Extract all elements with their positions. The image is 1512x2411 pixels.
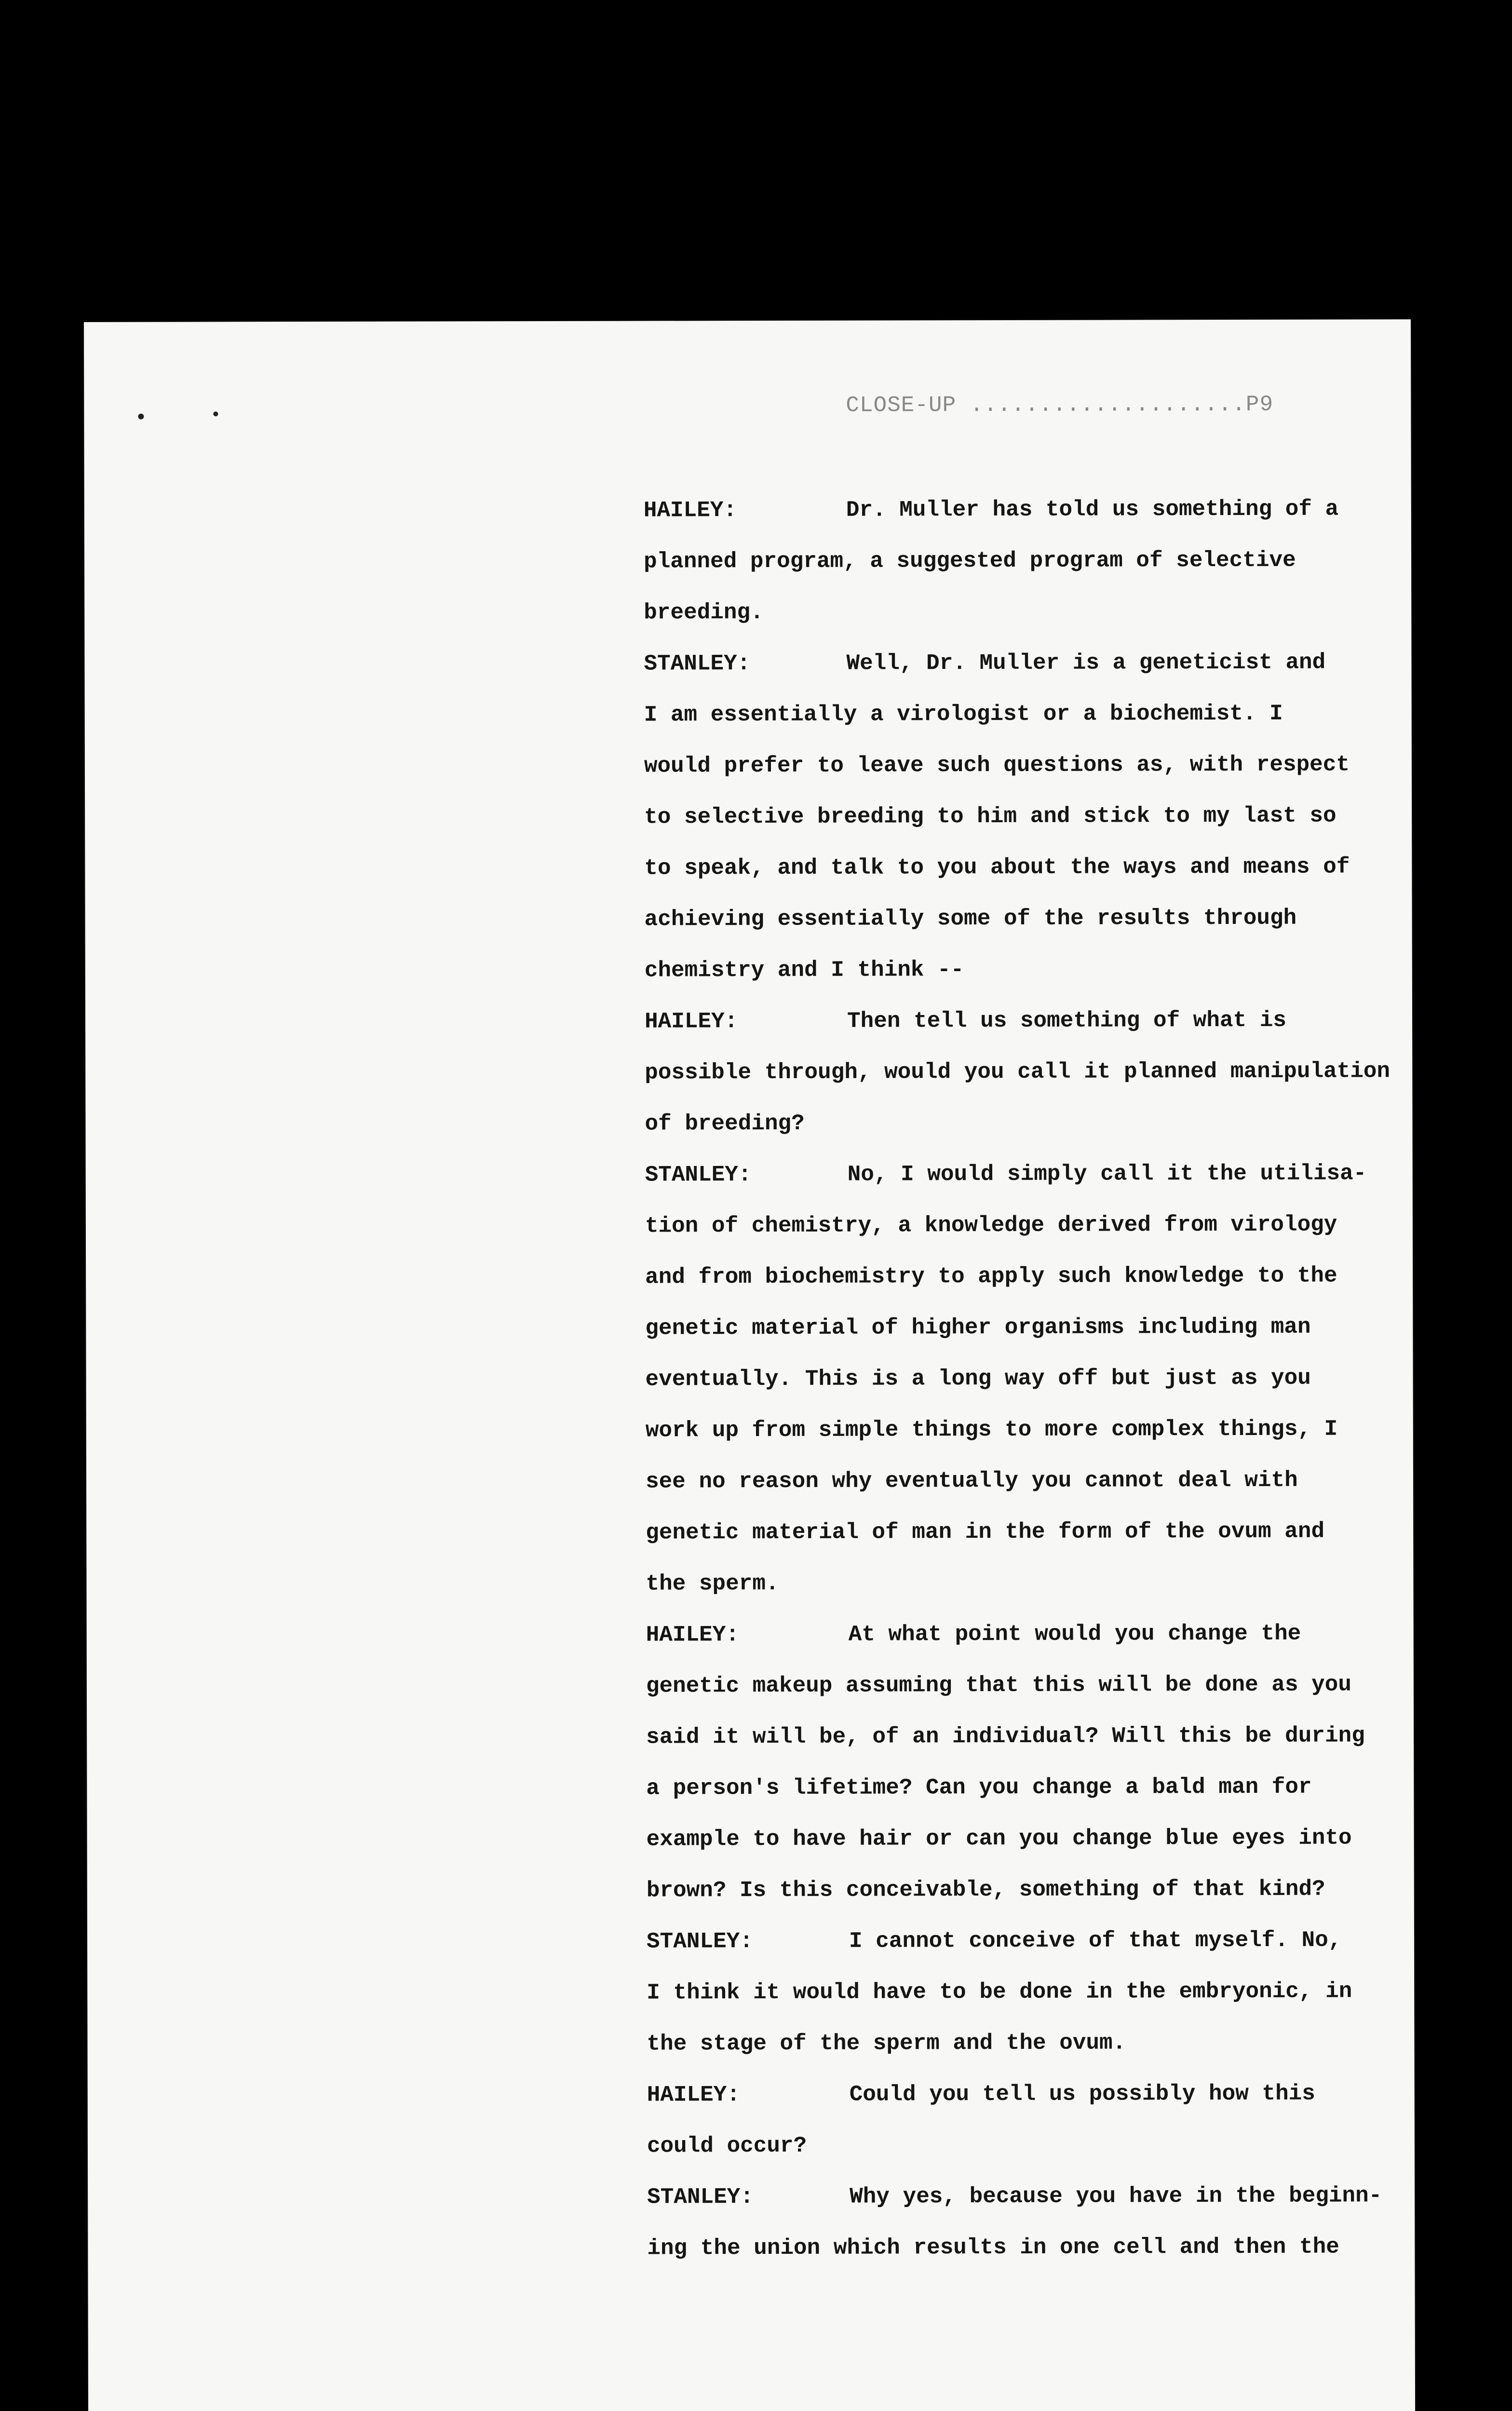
speech-line: Why yes, because you have in the beginn- bbox=[850, 2183, 1382, 2209]
transcript-body bbox=[643, 483, 1390, 2274]
margin-mark bbox=[213, 411, 218, 416]
speaker-label: HAILEY: bbox=[643, 498, 737, 523]
speech-line: eventually. This is a long way off but just as you bbox=[645, 1365, 1311, 1392]
speaker-label: HAILEY: bbox=[646, 1622, 739, 1648]
speech-line: Then tell us something of what is bbox=[847, 1007, 1287, 1034]
speaker-label: HAILEY: bbox=[647, 2082, 740, 2108]
speech-line: the stage of the sperm and the ovum. bbox=[647, 2030, 1126, 2057]
speech-line: tion of chemistry, a knowledge derived from virology bbox=[645, 1212, 1337, 1239]
speech-line: I think it would have to be done in the embryonic, in bbox=[647, 1978, 1352, 2005]
speech-line: I am essentially a virologist or a biochemist. I bbox=[644, 701, 1283, 728]
speech-block bbox=[644, 483, 1377, 638]
speech-line: said it will be, of an individual? Will this be during bbox=[646, 1723, 1365, 1750]
speaker-label: STANLEY: bbox=[644, 651, 751, 677]
speech-line: the sperm. bbox=[646, 1571, 779, 1597]
speaker-label: STANLEY: bbox=[646, 1929, 753, 1954]
speech-line: At what point would you change the bbox=[848, 1621, 1301, 1647]
page-header: CLOSE-UP ....................P9 bbox=[846, 392, 1274, 418]
speech-block bbox=[646, 1608, 1379, 1916]
speech-block bbox=[644, 637, 1377, 996]
speaker-label: STANLEY: bbox=[645, 1162, 752, 1188]
speech-line: work up from simple things to more complex things, I bbox=[645, 1416, 1338, 1443]
speech-line: of breeding? bbox=[645, 1111, 805, 1137]
speech-line: genetic makeup assuming that this will be done as you bbox=[646, 1672, 1352, 1699]
speech-line: achieving essentially some of the results through bbox=[644, 905, 1297, 932]
speech-line: possible through, would you call it planned manipulation bbox=[645, 1058, 1390, 1085]
speech-line: I cannot conceive of that myself. No, bbox=[849, 1927, 1342, 1954]
speech-line: to selective breeding to him and stick to my last so bbox=[644, 803, 1336, 830]
speech-line: and from biochemistry to apply such knowledge to the bbox=[645, 1263, 1337, 1290]
speech-line: Dr. Muller has told us something of a bbox=[846, 496, 1339, 523]
speech-line: breeding. bbox=[644, 600, 764, 625]
speaker-label: HAILEY: bbox=[644, 1009, 738, 1034]
speech-line: Could you tell us possibly how this bbox=[849, 2081, 1315, 2107]
speech-line: example to have hair or can you change blue eyes into bbox=[646, 1825, 1352, 1852]
speaker-label: STANLEY: bbox=[647, 2184, 754, 2210]
speech-line: a person's lifetime? Can you change a bald man for bbox=[646, 1774, 1312, 1801]
speech-block bbox=[647, 1914, 1380, 2069]
speech-block bbox=[647, 2068, 1380, 2171]
speech-line: would prefer to leave such questions as, with respect bbox=[644, 752, 1350, 779]
document-page bbox=[84, 319, 1415, 2411]
speech-block bbox=[647, 2170, 1380, 2274]
speech-line: genetic material of man in the form of the ovum and bbox=[646, 1518, 1325, 1545]
speech-block bbox=[645, 1148, 1379, 1609]
speech-line: could occur? bbox=[647, 2133, 807, 2159]
speech-line: ing the union which results in one cell and then the bbox=[647, 2234, 1339, 2261]
speech-block bbox=[644, 994, 1390, 1149]
speech-line: to speak, and talk to you about the ways and means of bbox=[644, 854, 1350, 881]
speech-line: chemistry and I think -- bbox=[644, 957, 964, 983]
speech-line: brown? Is this conceivable, something of that kind? bbox=[646, 1876, 1325, 1903]
speech-line: Well, Dr. Muller is a geneticist and bbox=[846, 650, 1326, 676]
speech-line: see no reason why eventually you cannot deal with bbox=[645, 1467, 1298, 1494]
speech-line: genetic material of higher organisms including man bbox=[645, 1314, 1311, 1341]
speech-line: No, I would simply call it the utilisa- bbox=[847, 1161, 1367, 1187]
speech-line: planned program, a suggested program of selective bbox=[643, 547, 1296, 574]
margin-mark bbox=[138, 414, 144, 420]
